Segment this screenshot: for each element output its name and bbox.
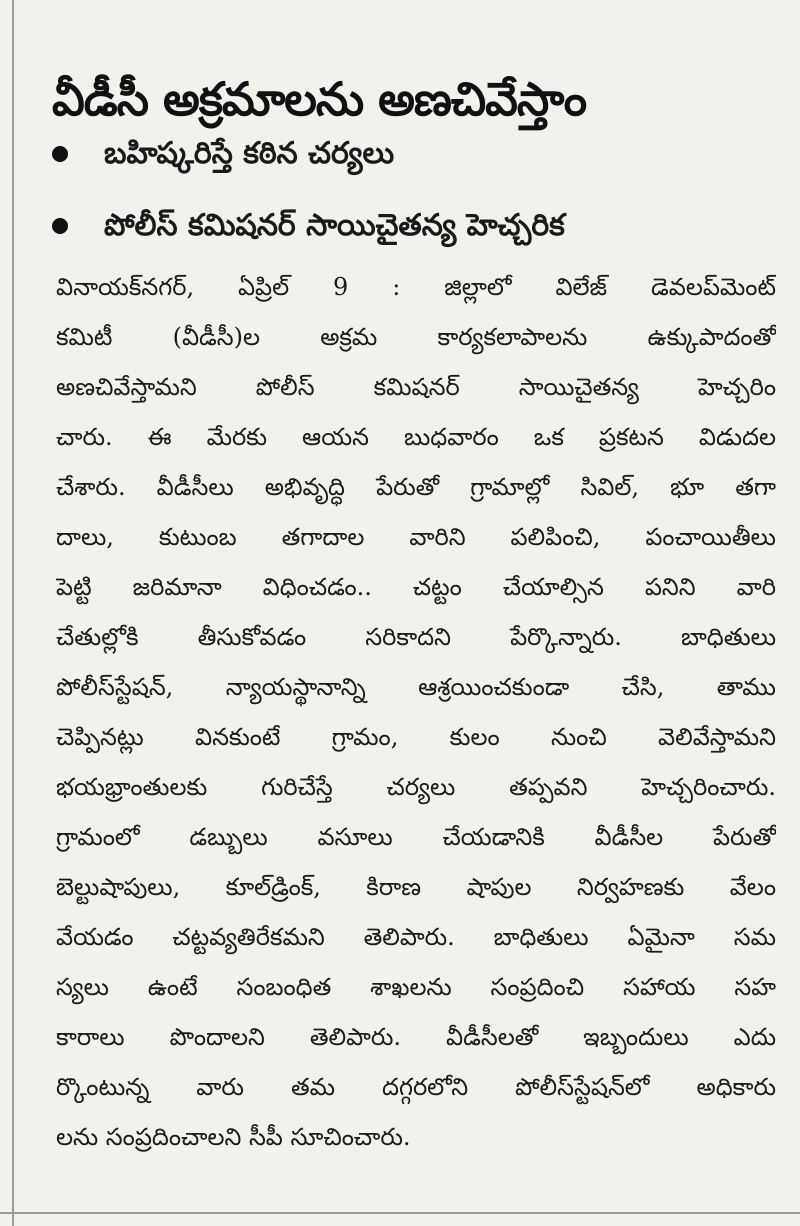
body-line: కారాలు పొందాలని తెలిపారు. వీడీసీలతో ఇబ్బందులు ఎదు xyxy=(56,1023,776,1051)
body-line: పోలీస్‌స్టేషన్, న్యాయస్థానాన్ని ఆశ్రయించకుండా చేసి, తాము xyxy=(56,673,776,701)
body-line: బెల్టుషాపులు, కూల్‌డ్రింక్, కిరాణ షాపుల నిర్వహణకు వేలం xyxy=(56,873,776,901)
subheading-text: పోలీస్ కమిషనర్ సాయిచైతన్య హెచ్చరిక xyxy=(104,208,565,243)
body-line: ర్కొంటున్న వారు తమ దగ్గరలోని పోలీస్‌స్టేషన్‌లో అధికారు xyxy=(56,1073,776,1101)
body-line: చేతుల్లోకి తీసుకోవడం సరికాదని పేర్కొన్నారు. బాధితులు xyxy=(56,623,776,651)
body-line: స్యలు ఉంటే సంబంధిత శాఖలను సంప్రదించి సహాయ సహ xyxy=(56,973,776,1001)
body-line: పెట్టి జరిమానా విధించడం.. చట్టం చేయాల్సిన పనిని వారి xyxy=(56,573,776,601)
body-line: దాలు, కుటుంబ తగాదాల వారిని పలిపించి, పంచాయితీలు xyxy=(56,523,776,551)
headline: వీడీసీ అక్రమాలను అణచివేస్తాం xyxy=(52,71,587,126)
body-line: చేశారు. వీడీసీలు అభివృద్ధి పేరుతో గ్రామాల్లో సివిల్, భూ తగా xyxy=(56,473,776,501)
subheading-text: బహిష్కరిస్తే కఠిన చర్యలు xyxy=(104,136,395,171)
body-line: చారు. ఈ మేరకు ఆయన బుధవారం ఒక ప్రకటన విడుదల xyxy=(56,423,776,451)
body-line: వినాయక్‌నగర్, ఏప్రిల్ 9 : జిల్లాలో విలేజ్ డెవలప్‌మెంట్ xyxy=(56,273,776,301)
bullet-dot-icon xyxy=(52,146,68,162)
subheading-item xyxy=(52,190,792,262)
body-line: వేయడం చట్టవ్యతిరేకమని తెలిపారు. బాధితులు ఏమైనా సమ xyxy=(56,923,776,951)
body-line: చెప్పినట్లు వినకుంటే గ్రామం, కులం నుంచి వెలివేస్తామని xyxy=(56,723,776,751)
column-divider-left xyxy=(12,0,14,1226)
body-line: లను సంప్రదించాలని సీపీ సూచించారు. xyxy=(56,1123,411,1151)
subheading-list xyxy=(52,118,792,262)
article-body xyxy=(56,262,776,1162)
body-line: గ్రామంలో డబ్బులు వసూలు చేయడానికి వీడీసీల పేరుతో xyxy=(56,823,776,851)
body-line: కమిటీ (వీడీసీ)ల అక్రమ కార్యకలాపాలను ఉక్కుపాదంతో xyxy=(56,323,776,351)
body-line: అణచివేస్తామని పోలీస్ కమిషనర్ సాయిచైతన్య హెచ్చరిం xyxy=(56,373,776,401)
body-line: భయభ్రాంతులకు గురిచేస్తే చర్యలు తప్పవని హెచ్చరించారు. xyxy=(56,773,776,801)
subheading-item xyxy=(52,118,792,190)
bullet-dot-icon xyxy=(52,218,68,234)
bottom-divider xyxy=(0,1212,800,1214)
